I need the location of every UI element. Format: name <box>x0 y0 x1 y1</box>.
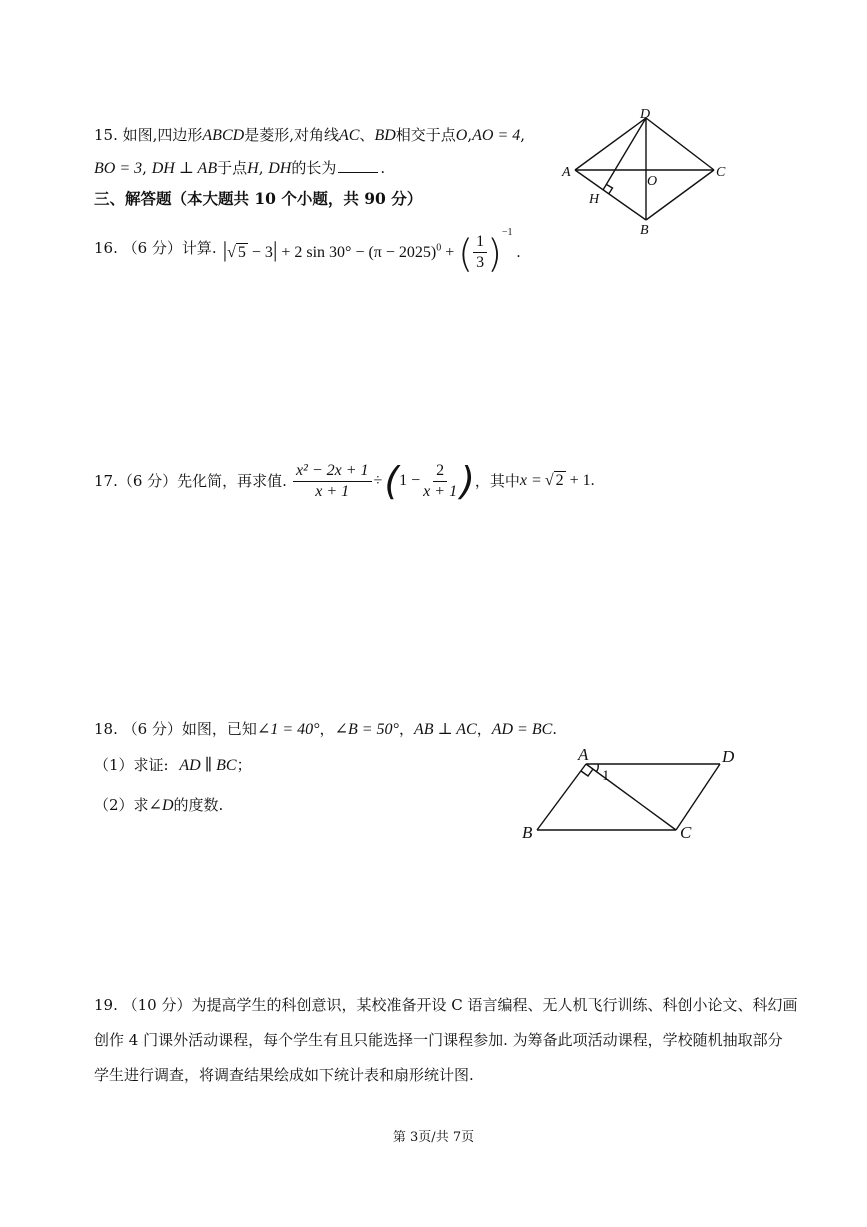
q18-sep: ， <box>476 720 492 738</box>
page-footer: 第 3页/共 7页 <box>392 1130 475 1145</box>
q18-part1 <box>94 755 252 776</box>
q15-text: , <box>520 126 526 144</box>
fraction-numerator: 1 <box>473 232 487 253</box>
q16-line <box>94 226 521 275</box>
sqrt-5: 5 <box>237 243 246 261</box>
label-a: A <box>562 165 571 180</box>
edge-dc <box>676 764 720 830</box>
section-heading: 三、解答题（本大题共 10 个小题，共 90 分） <box>94 189 423 208</box>
q15-math-ac: AC <box>338 127 360 144</box>
paren-right: ) <box>460 459 475 503</box>
exponent-zero: 0 <box>436 242 442 254</box>
q15-text: 的长为 <box>291 159 337 177</box>
q15-text: , <box>142 159 147 177</box>
q16-plus: + <box>445 243 455 261</box>
q15-text: 相交于点 <box>395 126 456 144</box>
q19-line1: 19. （10 分）为提高学生的科创意识，某校准备开设 C 语言编程、无人机飞行训练、科创小论文、科幻画 <box>94 996 798 1014</box>
q15-line1 <box>94 125 525 146</box>
edge-dc <box>646 118 714 170</box>
q15-math-abcd: ABCD <box>202 127 245 144</box>
q17-plus-one: + 1 <box>569 472 591 489</box>
q15-math-dh: DH <box>268 160 292 177</box>
fraction-denominator: 3 <box>476 254 485 272</box>
q17-line <box>94 458 595 504</box>
q15-math-bo: BO = 3 <box>94 160 143 177</box>
q16-minus3: − 3 <box>251 243 273 261</box>
right-angle-mark <box>581 769 593 776</box>
q19-line2: 创作 4 门课外活动课程，每个学生有且只能选择一门课程参加. 为筹备此项活动课程，学校随机抽取部分 <box>94 1031 783 1049</box>
edge-ab <box>537 764 586 830</box>
label-c: C <box>716 165 726 180</box>
label-angle-1: 1 <box>602 768 610 784</box>
q15-text: , <box>467 126 473 144</box>
q18-sep: ， <box>319 720 335 738</box>
q15-math-bd: BD <box>374 127 396 144</box>
edge-da <box>575 118 646 170</box>
q15-text: 是菱形,对角线 <box>244 126 339 144</box>
q15-math-ao: AO = 4 <box>472 127 521 144</box>
label-a: A <box>578 745 589 764</box>
q18-angle-b: ∠B = 50° <box>334 721 399 738</box>
label-d: D <box>722 747 735 766</box>
exponent-minus-one: −1 <box>501 226 513 238</box>
label-b: B <box>640 223 649 238</box>
q15-text: 、 <box>359 126 375 144</box>
q17-one-minus: 1 − <box>399 472 421 489</box>
q17-expression <box>293 461 475 502</box>
q18-part2-end: 的度数. <box>173 796 224 814</box>
q16-text: 16. （6 分）计算. <box>94 239 217 257</box>
abs-bar-left: | <box>222 236 228 262</box>
diagonal-ac <box>586 764 676 830</box>
parallelogram-figure <box>514 740 754 850</box>
q16-expression: |√ 5 − 3| + 2 $\sin 30^\circ - (\pi - 2025)^0$ + ( $\frac{1}{3}$ )$^{-1}$ . <box>222 226 521 275</box>
label-c: C <box>680 823 692 842</box>
q17-text: ，其中 <box>474 472 520 490</box>
q19-line3: 学生进行调查，将调查结果绘成如下统计表和扇形统计图. <box>94 1066 474 1084</box>
fraction-denominator: x + 1 <box>423 482 458 500</box>
q18-end: . <box>552 720 558 738</box>
q15-text: . <box>380 159 386 177</box>
answer-blank <box>338 158 378 173</box>
q15-math-dh-perp: DH ⊥ AB <box>151 160 218 177</box>
q15-math-h: H <box>247 160 259 177</box>
q18-equal: AD = BC <box>491 721 553 738</box>
q18-part2 <box>94 795 223 816</box>
q16-end: . <box>516 243 521 261</box>
q15-math-o: O <box>455 127 468 144</box>
q17-fraction-2 <box>420 461 460 502</box>
q18-part1-math: AD ∥ BC <box>179 757 237 774</box>
q15-line2 <box>94 158 385 179</box>
q15-text: 15. 如图,四边形 <box>94 126 203 144</box>
fraction-one-third <box>473 232 487 273</box>
q15-text: 于点 <box>217 159 248 177</box>
paren-left: ( <box>384 459 400 503</box>
fraction-denominator: x + 1 <box>315 482 350 500</box>
label-h: H <box>589 192 600 207</box>
q17-end: . <box>590 472 595 489</box>
label-b: B <box>522 823 533 842</box>
q18-part1-end: ； <box>236 756 252 774</box>
fraction-numerator: 2 <box>433 461 447 482</box>
q18-text: 18. （6 分）如图，已知 <box>94 720 257 738</box>
label-d: D <box>640 107 651 122</box>
q16-sin-term: + 2 sin 30° − (π − 2025) <box>281 243 437 261</box>
q18-part2-math: ∠D <box>148 797 174 814</box>
q18-part2-label: （2）求 <box>94 796 149 814</box>
fraction-numerator: x² − 2x + 1 <box>293 461 372 482</box>
label-o: O <box>647 174 658 189</box>
q17-x-equals: x = <box>519 472 542 489</box>
divide-sign: ÷ <box>373 472 383 489</box>
sqrt-2: 2 <box>555 472 564 489</box>
abs-bar-right: | <box>272 236 278 262</box>
rhombus-figure <box>556 104 736 239</box>
q18-perp: AB ⊥ AC <box>413 721 477 738</box>
q17-value: √ 2 + 1. <box>544 472 595 489</box>
q17-text: 17.（6 分）先化简，再求值. <box>94 472 287 490</box>
q18-part1-label: （1）求证: <box>94 756 169 774</box>
angle-1-arc <box>596 764 598 772</box>
q18-angle1: ∠1 = 40° <box>256 721 320 738</box>
segment-dh <box>603 118 646 190</box>
q15-text: , <box>258 159 264 177</box>
q17-fraction-1 <box>293 461 372 502</box>
q18-sep: ， <box>398 720 414 738</box>
q18-line1 <box>94 719 557 740</box>
